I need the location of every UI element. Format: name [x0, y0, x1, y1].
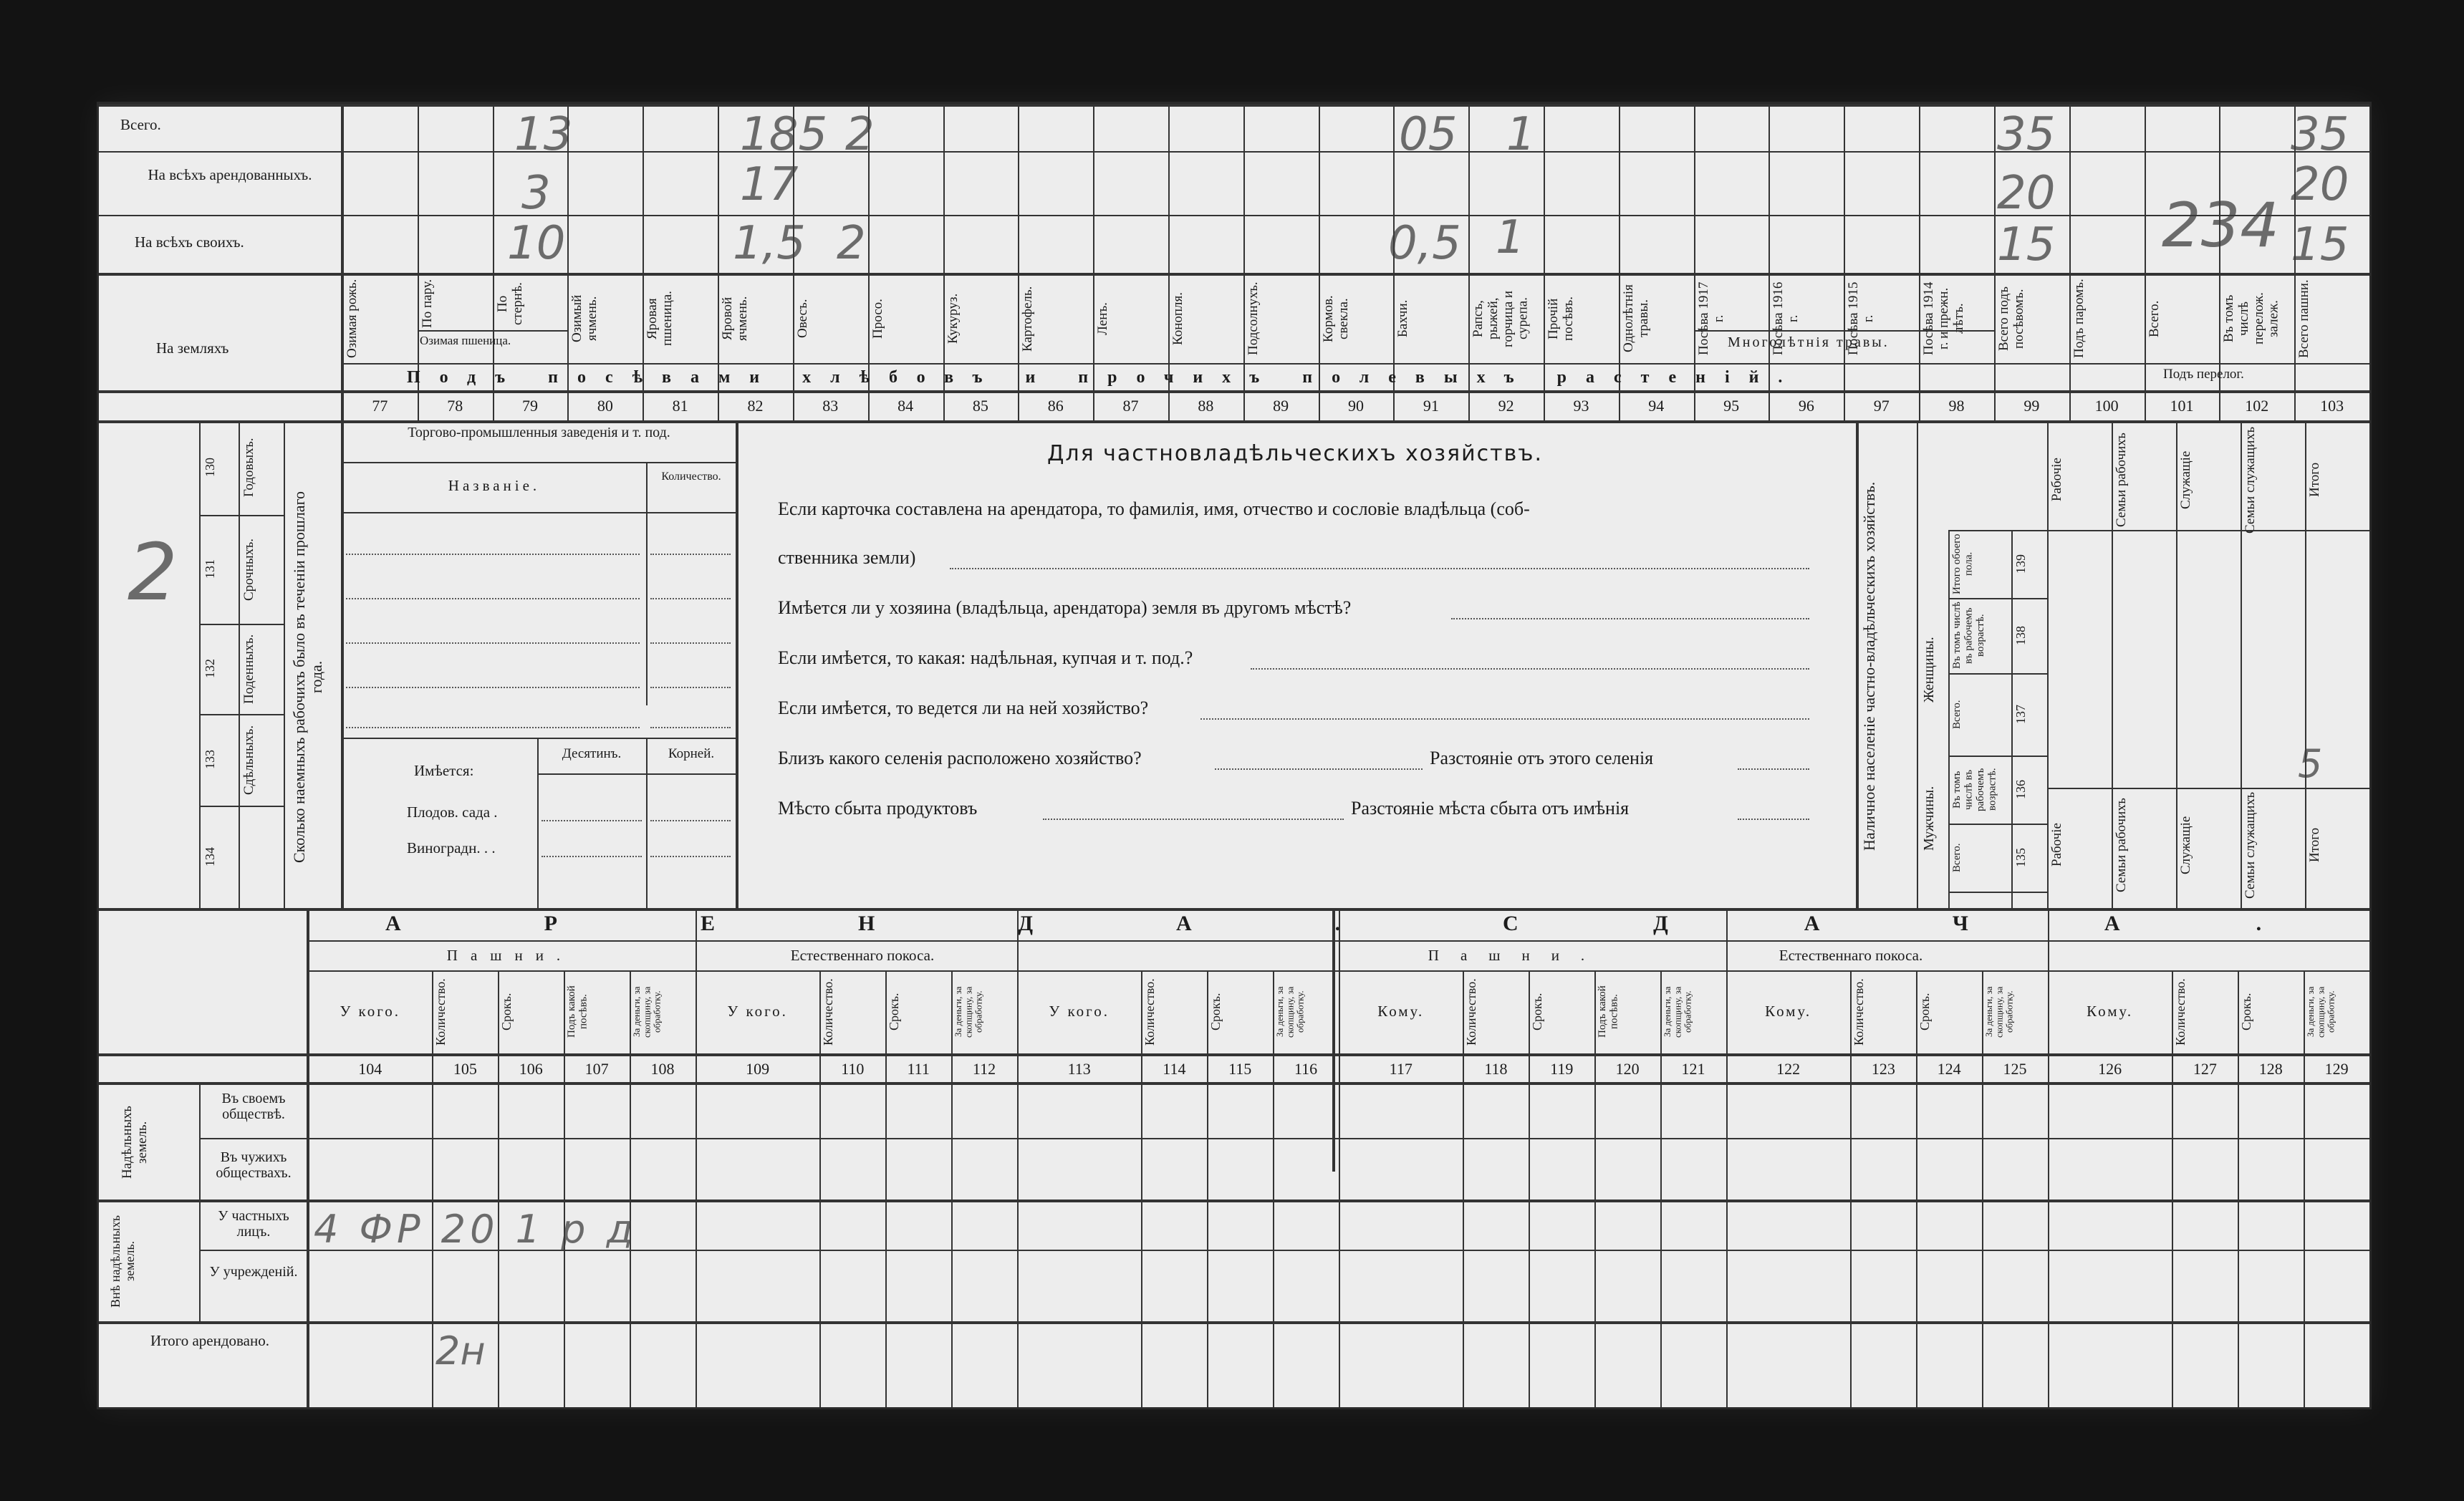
garden-label: Плодов. сада . — [407, 803, 498, 821]
rent-col-number: 108 — [650, 1060, 675, 1078]
crop-col-number: 95 — [1723, 397, 1740, 415]
rent-col-number: 114 — [1163, 1060, 1186, 1078]
crop-col-header: Овесъ. — [794, 299, 810, 339]
rent-col-divider — [885, 970, 887, 1407]
crop-col-number: 93 — [1573, 397, 1589, 415]
row-total-label: Всего. — [120, 116, 161, 133]
question-farming: Если имѣется, то ведется ли на ней хозяйство? — [778, 698, 1149, 718]
rent-col-number: 128 — [2258, 1060, 2283, 1078]
crop-col-number: 80 — [597, 397, 613, 415]
crop-col-number: 87 — [1122, 397, 1139, 415]
rent-col-header: Срокъ. — [1530, 993, 1545, 1031]
hw-own-sown: 15 — [1997, 218, 2056, 271]
pop-hline — [1948, 892, 2047, 893]
crop-col-number: 101 — [2170, 397, 2194, 415]
arenda-hay-label: Естественнаго покоса. — [790, 947, 935, 964]
rent-col-number: 118 — [1484, 1060, 1508, 1078]
crop-col-header: Бахчи. — [1395, 299, 1411, 338]
question-market: Мѣсто сбыта продуктовъ — [778, 798, 978, 819]
rent-col-header: Срокъ. — [1208, 993, 1223, 1031]
crop-col-number: 99 — [2023, 397, 2040, 415]
hw-rented-sown: 20 — [1997, 167, 2056, 220]
crop-col-number: 84 — [897, 397, 914, 415]
crop-col-number: 77 — [372, 397, 388, 415]
hw-total-rye: 13 — [514, 108, 573, 161]
hire-label: Сдѣльныхъ. — [241, 725, 256, 795]
rent-col-header: Количество. — [433, 978, 448, 1046]
rent-col-divider — [1594, 970, 1596, 1407]
pop-hline — [1948, 824, 2047, 825]
arenda-arable-label: Пашни. — [446, 947, 574, 964]
pop-right-header-bottom: Рабочіе — [2049, 823, 2064, 867]
multiyear-line — [1694, 330, 1994, 332]
pop-right-header-top: Итого — [2307, 462, 2322, 498]
row-own-label: На всѣхъ своихъ. — [135, 233, 244, 251]
crop-col-number: 89 — [1273, 397, 1289, 415]
rent-col-header: Кому. — [1377, 1003, 1425, 1020]
vineyard-label: Виноградн. . . — [407, 839, 496, 856]
rent-col-header: За деньги, за скопщину, за обработку. — [2305, 986, 2337, 1038]
crop-col-header: Рапсъ, рыжей, горчица и сурепа. — [1471, 290, 1531, 347]
rent-col-number: 112 — [972, 1060, 996, 1078]
rent-col-header: Подъ какой посѣвъ. — [566, 985, 589, 1038]
crop-col-number: 102 — [2245, 397, 2269, 415]
rent-col-header: За деньги, за скопщину, за обработку. — [1662, 986, 1693, 1038]
hw-total-melons: 05 — [1399, 108, 1458, 161]
rent-col-number: 122 — [1776, 1060, 1801, 1078]
rent-col-header: Кому. — [2087, 1003, 2134, 1020]
top-col-divider — [1994, 104, 1996, 420]
rent-col-number: 104 — [358, 1060, 382, 1078]
crop-col-number: 97 — [1873, 397, 1890, 415]
rent-col-divider — [1726, 908, 1728, 1407]
row-rented-label: На всѣхъ арендованныхъ. — [148, 166, 312, 183]
crop-col-number: 81 — [672, 397, 688, 415]
rent-col-header: Подъ какой посѣвъ. — [1597, 985, 1620, 1038]
pop-cell-number: 137 — [2013, 705, 2028, 724]
rent-col-header: У кого. — [1049, 1003, 1110, 1020]
hw-total-other: 1 — [1506, 108, 1536, 161]
hw-rented-barley: 17 — [740, 158, 799, 211]
rent-col-header: Количество. — [821, 978, 836, 1046]
crop-col-header: Конопля. — [1170, 291, 1185, 346]
crop-col-header: Яровой ячмень. — [720, 296, 750, 342]
hw-hired-count: 2 — [127, 526, 178, 618]
population-title: Наличное населеніе частно-владѣльческихъ хозяйствъ. — [1860, 481, 1878, 851]
hire-number: 131 — [203, 559, 217, 579]
rent-col-divider — [1017, 908, 1019, 1407]
rent-col-number: 125 — [2003, 1060, 2027, 1078]
trade-name-header: Названіе. — [448, 477, 541, 494]
rent-col-header: У кого. — [340, 1003, 401, 1020]
hw-total-arable: 35 — [2291, 108, 2349, 161]
men-label: Мужчины. — [1921, 786, 1937, 851]
rent-col-number: 111 — [907, 1060, 930, 1078]
crop-col-header: Подъ паромъ. — [2071, 279, 2087, 359]
hw-own-barley: 1,5 — [733, 217, 806, 270]
crop-col-number: 85 — [972, 397, 988, 415]
row-total-rented: Итого арендовано. — [150, 1332, 269, 1349]
rent-col-number: 105 — [453, 1060, 477, 1078]
rent-col-number: 113 — [1067, 1060, 1091, 1078]
women-label: Женщины. — [1921, 637, 1937, 703]
hw-total-234: 234 — [2162, 190, 2280, 261]
ozim-line — [418, 330, 568, 332]
hw-total-oats: 2 — [845, 108, 875, 161]
crop-col-header: Яровая пшеница. — [645, 291, 675, 347]
pop-cell-number: 135 — [2013, 848, 2028, 867]
pop-right-header-bottom: Итого — [2307, 827, 2322, 863]
pop-hline — [1948, 756, 2047, 757]
allotment-lands-label: Надѣльныхъ земель. — [120, 1106, 150, 1179]
rent-col-divider — [696, 908, 697, 1407]
pop-right-divider — [2176, 420, 2177, 908]
hw-own-arable: 15 — [2291, 218, 2349, 271]
crop-col-number: 90 — [1347, 397, 1364, 415]
crop-col-number: 98 — [1948, 397, 1965, 415]
rent-col-header: За деньги, за скопщину, за обработку. — [1274, 986, 1306, 1038]
crop-col-header: Посѣва 1914 г. и прежн. лѣтъ. — [1921, 281, 1966, 356]
pop-right-line — [2047, 530, 2369, 531]
rent-col-number: 119 — [1550, 1060, 1574, 1078]
rent-col-number: 109 — [746, 1060, 770, 1078]
multiyear-group-label: Многолѣтнія травы. — [1728, 334, 1890, 350]
fallow-group-label: Подъ перелог. — [2163, 367, 2244, 382]
crop-col-number: 79 — [522, 397, 539, 415]
row-lands-label: На земляхъ — [156, 339, 229, 357]
top-col-divider — [1844, 104, 1845, 420]
question-owner-cont: ственника земли) — [778, 547, 916, 568]
hw-rented-rye: 3 — [521, 167, 551, 220]
hw-rented-arable: 20 — [2291, 158, 2349, 211]
question-land-type: Если имѣется, то какая: надѣльная, купчая и т. под.? — [778, 647, 1193, 668]
rent-col-divider — [2048, 908, 2049, 1407]
question-market-distance: Разстояніе мѣста сбыта отъ имѣнія — [1351, 798, 1630, 819]
rent-col-header: За деньги, за скопщину, за обработку. — [1983, 986, 2015, 1038]
pop-right-header-top: Семьи рабочихъ — [2114, 433, 2129, 527]
question-village: Близъ какого селенія расположено хозяйство? — [778, 748, 1142, 768]
rent-col-number: 124 — [1937, 1060, 1961, 1078]
crop-col-header: Кукуруз. — [945, 293, 961, 344]
crop-col-number: 96 — [1798, 397, 1814, 415]
crop-col-header: По пару. — [419, 279, 435, 329]
hire-number: 133 — [203, 750, 217, 770]
rent-col-divider — [2238, 970, 2239, 1407]
crop-col-header: Озимый ячмень. — [569, 294, 600, 343]
crop-col-header: Всего подъ посѣвомъ. — [1996, 286, 2026, 351]
top-col-divider — [1919, 104, 1920, 420]
rent-col-divider — [564, 970, 565, 1407]
hw-total-sown: 35 — [1997, 108, 2056, 161]
pop-div — [1948, 530, 1950, 908]
hw-rent-total: 2н — [435, 1328, 486, 1374]
crop-col-header: Прочій посѣвъ. — [1546, 296, 1576, 341]
hire-number: 132 — [203, 659, 217, 679]
rent-col-header: Количество. — [1464, 978, 1479, 1046]
rent-col-header: Количество. — [1142, 978, 1158, 1046]
rent-col-number: 120 — [1615, 1060, 1640, 1078]
rent-col-header: Срокъ. — [887, 993, 902, 1031]
crop-col-number: 92 — [1498, 397, 1514, 415]
crop-col-header: Подсолнухъ. — [1245, 281, 1261, 356]
row-private-persons: У частныхъ лицъ. — [218, 1208, 289, 1240]
hired-workers-title: Сколько наемныхъ рабочихъ было въ теченіи прошлаго года. — [290, 491, 326, 863]
rent-col-divider — [1916, 970, 1917, 1407]
crop-col-number: 94 — [1648, 397, 1665, 415]
row-other-societies: Въ чужихъ обществахъ. — [216, 1149, 292, 1181]
crop-col-number: 78 — [447, 397, 463, 415]
crop-col-header: Просо. — [870, 299, 885, 339]
pop-cell-label: Всего. — [1951, 700, 1963, 729]
crop-col-number: 88 — [1198, 397, 1214, 415]
crop-col-header: Посѣва 1915 г. — [1846, 281, 1877, 356]
has-label: Имѣется: — [414, 762, 474, 779]
crop-col-header: Кормов. свекла. — [1320, 295, 1351, 342]
crop-col-header: Посѣва 1916 г. — [1771, 281, 1801, 356]
rent-col-number: 121 — [1681, 1060, 1705, 1078]
private-estates-title: Для частновладѣльческихъ хозяйствъ. — [1046, 441, 1543, 466]
rent-col-header: Срокъ. — [2239, 993, 2254, 1031]
question-other-land: Имѣется ли у хозяина (владѣльца, арендатора) земля въ другомъ мѣстѣ? — [778, 597, 1352, 618]
pop-cell-number: 136 — [2013, 780, 2028, 799]
pop-cell-number: 139 — [2013, 554, 2028, 574]
hire-label — [242, 813, 281, 901]
rent-col-number: 110 — [841, 1060, 865, 1078]
rent-col-number: 126 — [2098, 1060, 2122, 1078]
rent-col-header: У кого. — [727, 1003, 788, 1020]
crop-col-header: Всего пашни. — [2296, 279, 2312, 358]
pop-right-header-bottom: Семьи рабочихъ — [2114, 798, 2129, 892]
row-institutions: У учрежденій. — [209, 1264, 298, 1280]
rent-col-number: 107 — [584, 1060, 609, 1078]
rent-col-header: За деньги, за скопщину, за обработку. — [953, 986, 984, 1038]
desyatin-header: Десятинъ. — [562, 746, 622, 761]
hw-population-5: 5 — [2298, 741, 2323, 786]
pop-right-line — [2047, 788, 2369, 789]
hw-own-rye: 10 — [507, 217, 566, 270]
crop-col-header: Ленъ. — [1095, 302, 1111, 335]
rent-col-header: Кому. — [1765, 1003, 1812, 1020]
rent-col-number: 115 — [1228, 1060, 1252, 1078]
rent-col-number: 127 — [2193, 1060, 2217, 1078]
rent-col-header: Количество. — [2173, 978, 2188, 1046]
sdacha-hay-label: Естественнаго покоса. — [1779, 947, 1923, 964]
pop-cell-label: Итого обоего пола. — [1951, 534, 1975, 594]
pop-right-divider — [2112, 420, 2113, 908]
hw-rent-private: 4 ФР 20 1 р д — [314, 1207, 637, 1252]
ozim-group-label: Озимая пшеница. — [420, 334, 511, 347]
row-own-society: Въ своемъ обществѣ. — [221, 1091, 286, 1122]
pop-right-divider — [2305, 420, 2306, 908]
pop-right-header-bottom: Служащіе — [2178, 816, 2193, 874]
rent-col-number: 106 — [519, 1060, 543, 1078]
hire-number: 130 — [203, 458, 217, 478]
question-village-distance: Разстояніе отъ этого селенія — [1430, 748, 1654, 768]
pop-right-header-bottom: Семьи служащихъ — [2243, 791, 2258, 899]
crop-col-number: 103 — [2320, 397, 2344, 415]
hire-label: Срочныхъ. — [241, 538, 256, 601]
pop-hline — [1948, 530, 2047, 531]
hire-number: 134 — [203, 847, 217, 867]
pop-hline — [1948, 598, 2047, 599]
crop-col-number: 100 — [2094, 397, 2119, 415]
crop-col-number: 91 — [1423, 397, 1439, 415]
crop-col-header: Однолѣтнія травы. — [1620, 284, 1651, 353]
pop-cell-number: 138 — [2013, 626, 2028, 645]
sdacha-title: СДАЧА. — [1503, 912, 2398, 935]
arenda-title: АРЕНДА. — [385, 912, 1484, 935]
pop-cell-label: Въ томъ числѣ въ рабочемъ возрастѣ. — [1951, 602, 1986, 670]
sdacha-arable-label: Пашни. — [1428, 947, 1607, 964]
hire-label: Годовыхъ. — [241, 438, 256, 498]
rent-col-header: За деньги, за скопщину, за обработку. — [631, 986, 663, 1038]
rent-col-number: 117 — [1389, 1060, 1413, 1078]
pop-cell-label: Всего. — [1951, 843, 1963, 872]
pop-div — [2011, 530, 2013, 908]
pop-right-divider — [2241, 420, 2242, 908]
hw-own-other: 1 — [1496, 211, 1525, 264]
rent-col-divider — [1207, 970, 1208, 1407]
hire-label: Поденныхъ. — [241, 634, 256, 704]
rent-col-number: 129 — [2324, 1060, 2349, 1078]
crop-col-header: Озимая рожь. — [345, 279, 360, 359]
crop-col-header: Картофель. — [1020, 286, 1036, 352]
crop-col-header: По стернѣ. — [494, 282, 525, 325]
non-allotment-lands-label: Внѣ надѣльныхъ земель. — [108, 1215, 137, 1308]
rent-col-number: 116 — [1294, 1060, 1318, 1078]
census-card — [97, 102, 2398, 1409]
question-owner: Если карточка составлена на арендатора, то фамилія, имя, отчество и сословіе владѣльца (соб- — [778, 498, 1530, 519]
trade-title: Торгово-промышленныя заведенія и т. под. — [408, 425, 670, 440]
roots-header: Корней. — [668, 746, 715, 761]
crop-col-header: Въ томъ числѣ перелож. залеж. — [2221, 292, 2282, 345]
rent-col-header: Срокъ. — [1917, 993, 1933, 1031]
top-col-divider — [2145, 104, 2146, 420]
hw-total-barley: 185 — [740, 108, 828, 161]
crops-band-title: Подъ посѣвами хлѣбовъ и прочихъ полевыхъ растеній. — [407, 368, 1802, 387]
pop-hline — [1948, 673, 2047, 675]
pop-right-header-top: Служащіе — [2178, 450, 2193, 509]
crop-col-header: Всего. — [2146, 300, 2162, 337]
pop-cell-label: Въ томъ числѣ въ рабочемъ возрастѣ. — [1951, 768, 1998, 811]
rent-col-header: Срокъ. — [499, 993, 514, 1031]
pop-right-header-top: Рабочіе — [2049, 458, 2064, 502]
rent-col-number: 123 — [1871, 1060, 1895, 1078]
rent-col-header: Количество. — [1852, 978, 1867, 1046]
trade-qty-header: Количество. — [661, 470, 721, 483]
crop-col-number: 83 — [822, 397, 839, 415]
top-col-divider — [2069, 104, 2071, 420]
crop-col-number: 82 — [747, 397, 764, 415]
crop-col-number: 86 — [1047, 397, 1064, 415]
hw-own-oats: 2 — [837, 217, 866, 270]
rent-col-divider — [1339, 908, 1340, 1407]
pop-right-header-top: Семьи служащихъ — [2243, 426, 2258, 534]
crop-col-header: Посѣва 1917 г. — [1695, 281, 1726, 356]
hw-own-melons: 0,5 — [1388, 217, 1461, 270]
